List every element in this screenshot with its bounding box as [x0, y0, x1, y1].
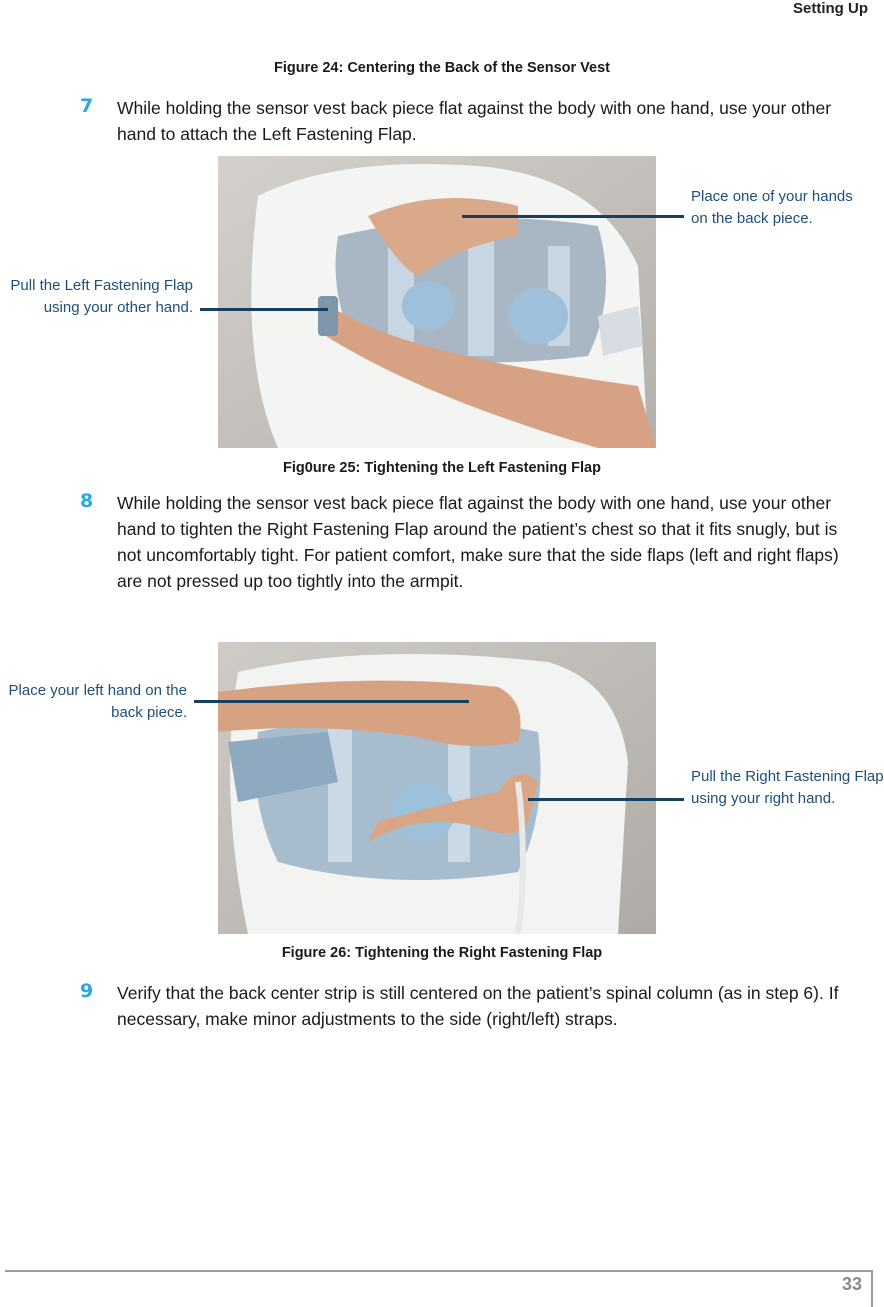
callout-fig25-left-flap: Pull the Left Fastening Flap using your other hand. — [10, 277, 193, 316]
step-8-text: While holding the sensor vest back piece flat against the body with one hand, use your other hand to tighten the Right Fastening Flap around the patient’s chest so that it fits snugly, but is not uncomfortably tight. For patient comfort, make sure that the side flaps (left and right flaps) are not pressed up too tightly into the armpit. — [117, 493, 839, 591]
step-7-number: 7 — [80, 95, 94, 117]
figure-24-caption: Figure 24: Centering the Back of the Sensor Vest — [274, 60, 610, 76]
callout-fig26-right-flap: Pull the Right Fastening Flap using your right hand. — [691, 768, 884, 807]
figure-26-caption: Figure 26: Tightening the Right Fastening Flap — [281, 945, 603, 961]
step-7-text: While holding the sensor vest back piece flat against the body with one hand, use your other hand to attach the Left Fastening Flap. — [117, 98, 832, 144]
leader-line-fig25-left — [200, 308, 328, 311]
leader-line-fig25-right — [462, 215, 684, 218]
footer-divider-vertical — [871, 1270, 873, 1307]
figure-26-photo — [218, 642, 656, 934]
figure-26-illustration — [218, 642, 656, 934]
step-8-number: 8 — [80, 490, 94, 512]
page-number: 33 — [841, 1274, 862, 1294]
leader-line-fig26-left — [194, 700, 469, 703]
step-9-text: Verify that the back center strip is still centered on the patient’s spinal column (as in step 6). If necessary, make minor adjustments to the side (right/left) straps. — [117, 983, 839, 1029]
leader-line-fig26-right — [528, 798, 684, 801]
callout-fig26-back-piece: Place your left hand on the back piece. — [8, 682, 187, 721]
figure-25-caption: Fig0ure 25: Tightening the Left Fastening Flap — [283, 460, 601, 476]
figure-25-photo — [218, 156, 656, 448]
callout-fig25-back-piece: Place one of your hands on the back piece. — [691, 188, 853, 227]
footer-divider — [5, 1270, 871, 1272]
figure-25-illustration — [218, 156, 656, 448]
section-header: Setting Up — [793, 0, 868, 17]
step-9-number: 9 — [80, 980, 94, 1002]
